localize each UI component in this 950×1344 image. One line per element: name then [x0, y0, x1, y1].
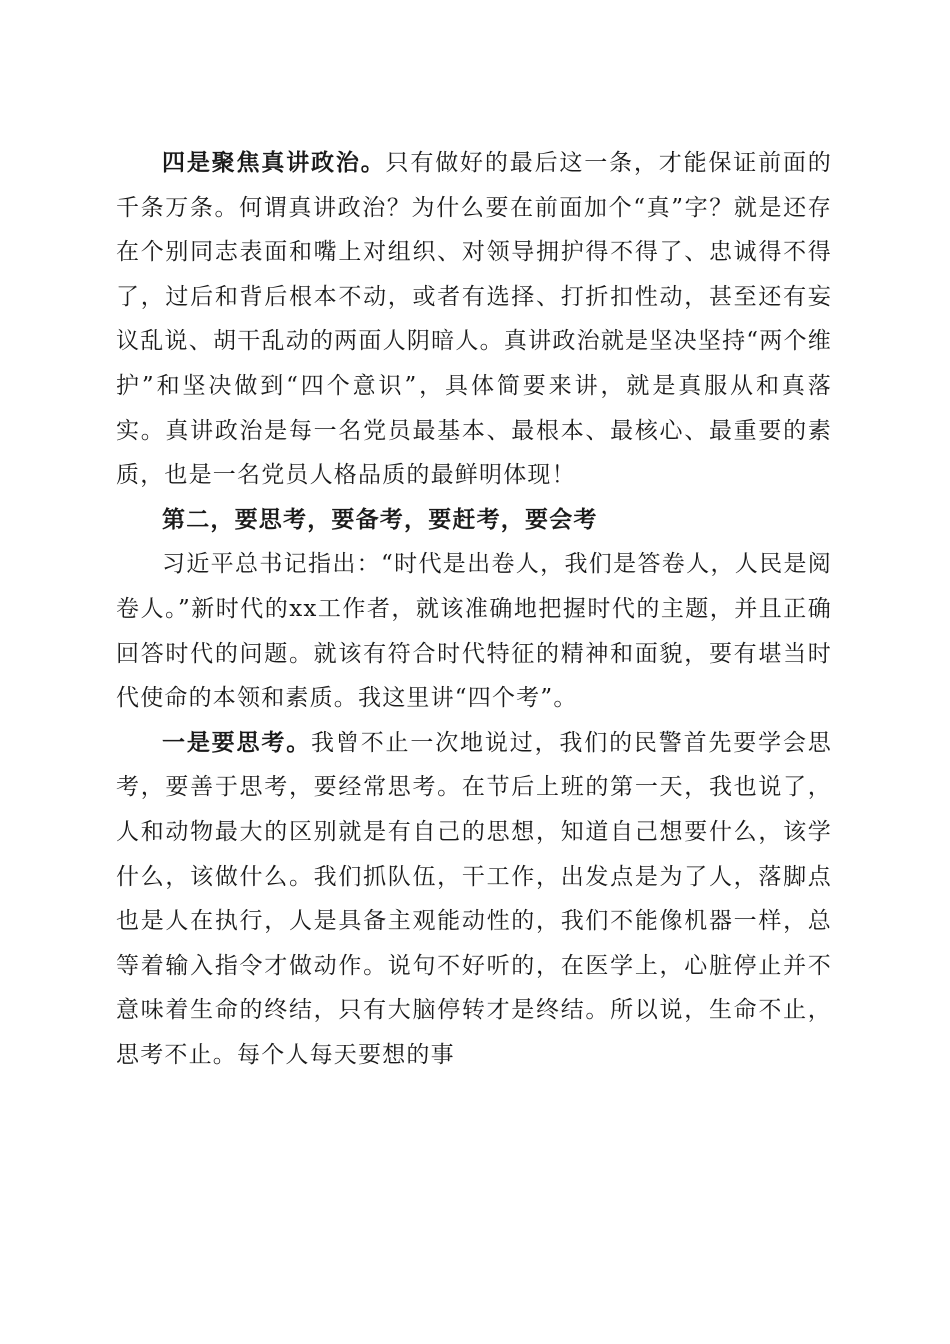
paragraph-text: 只有做好的最后这一条，才能保证前面的千条万条。何谓真讲政治？为什么要在前面加个“真”字？就是还存在个别同志表面和嘴上对组织、对领导拥护得不得了、忠诚得不得了，过后和背后根本不动，或者有选择、打折扣性动，甚至还有妄议乱说、胡干乱动的两面人阴暗人。真讲政治就是坚决坚持“两个维护”和坚决做到“四个意识”，具体简要来讲，就是真服从和真落实。真讲政治是每一名党员最基本、最根本、最核心、最重要的素质，也是一名党员人格品质的最鲜明体现！ [116, 150, 832, 489]
paragraph-focus-politics [116, 141, 832, 498]
paragraph-quote: 习近平总书记指出：“时代是出卷人，我们是答卷人，人民是阅卷人。”新时代的xx工作者，就该准确地把握时代的主题，并且正确回答时代的问题。就该有符合时代特征的精神和面貌，要有堪当时代使命的本领和素质。我这里讲“四个考”。 [116, 551, 832, 712]
document-body [116, 141, 832, 1077]
paragraph-lead: 四是聚焦真讲政治。 [162, 149, 386, 176]
paragraph-lead: 一是要思考。 [162, 728, 312, 756]
paragraph-thinking [116, 721, 832, 1078]
section-heading: 第二，要思考，要备考，要赶考，要会考 [162, 505, 598, 533]
paragraph-text: 我曾不止一次地说过，我们的民警首先要学会思考，要善于思考，要经常思考。在节后上班的第一天，我也说了，人和动物最大的区别就是有自己的思想，知道自己想要什么，该学什么，该做什么。我们抓队伍，干工作，出发点是为了人，落脚点也是人在执行，人是具备主观能动性的，我们不能像机器一样，总等着输入指令才做动作。说句不好听的，在医学上，心脏停止并不意味着生命的终结，只有大脑停转才是终结。所以说，生命不止，思考不止。每个人每天要想的事 [116, 729, 832, 1068]
